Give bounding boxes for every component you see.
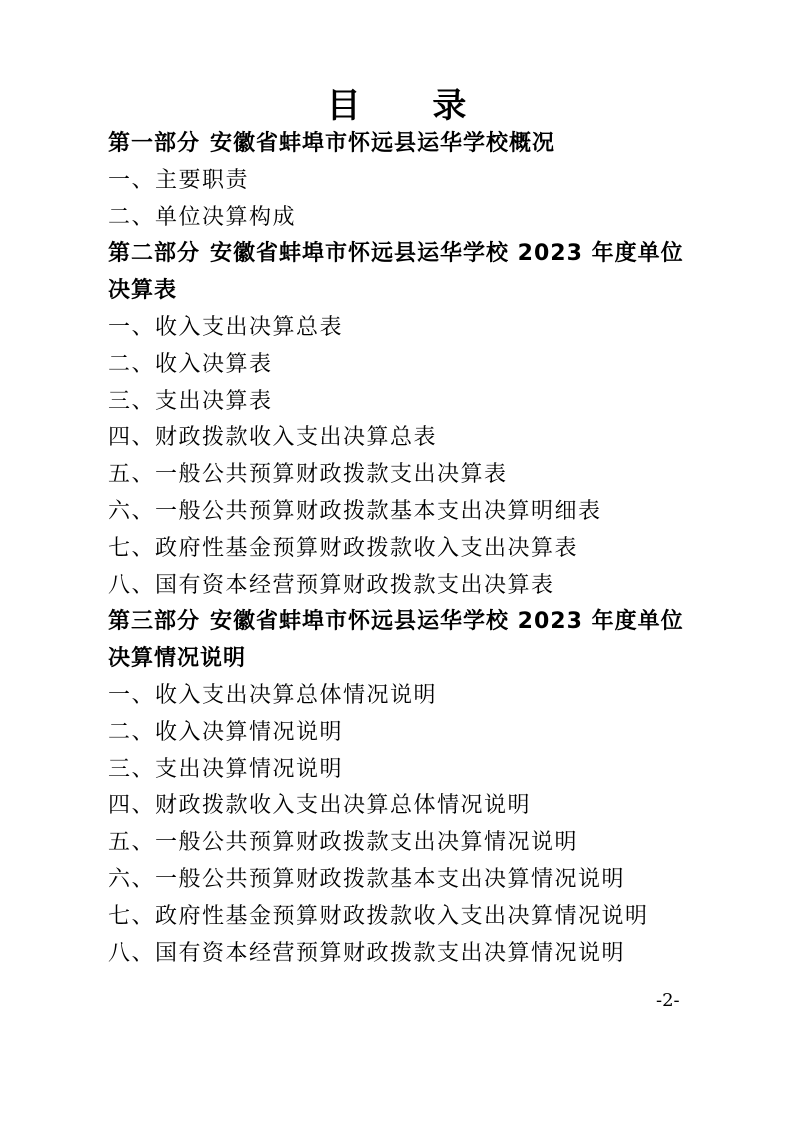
toc-item: 一、收入支出决算总体情况说明 <box>108 682 438 708</box>
part1-items <box>108 163 708 237</box>
table-of-contents <box>108 126 708 972</box>
toc-item: 二、收入决算情况说明 <box>108 719 344 745</box>
part1-title: 安徽省蚌埠市怀远县运华学校概况 <box>210 131 556 156</box>
toc-item: 七、政府性基金预算财政拨款收入支出决算表 <box>108 535 579 561</box>
toc-item: 六、一般公共预算财政拨款基本支出决算情况说明 <box>108 866 626 892</box>
toc-item: 五、一般公共预算财政拨款支出决算情况说明 <box>108 830 579 856</box>
part3-heading <box>108 604 708 641</box>
toc-item: 七、政府性基金预算财政拨款收入支出决算情况说明 <box>108 903 649 929</box>
toc-item: 五、一般公共预算财政拨款支出决算表 <box>108 462 508 488</box>
toc-item: 八、国有资本经营预算财政拨款支出决算表 <box>108 572 555 598</box>
toc-item: 三、支出决算表 <box>108 388 273 414</box>
part2-label: 第二部分 <box>108 241 201 267</box>
part1-label: 第一部分 <box>108 131 201 156</box>
part2-heading-cont: 决算表 <box>108 278 178 304</box>
part3-label: 第三部分 <box>108 609 201 635</box>
toc-item: 二、收入决算表 <box>108 351 273 377</box>
part3-title: 安徽省蚌埠市怀远县运华学校 2023 年度单位 <box>210 609 684 635</box>
part2-items <box>108 310 708 604</box>
part3-heading-cont: 决算情况说明 <box>108 646 247 672</box>
toc-item: 三、支出决算情况说明 <box>108 756 344 782</box>
toc-item: 八、国有资本经营预算财政拨款支出决算情况说明 <box>108 940 626 966</box>
part1-heading <box>108 126 708 163</box>
page-title: 目 录 <box>326 86 497 126</box>
part2-title: 安徽省蚌埠市怀远县运华学校 2023 年度单位 <box>210 241 684 267</box>
page-number: -2- <box>656 990 680 1011</box>
toc-item: 二、单位决算构成 <box>108 204 297 230</box>
part2-heading <box>108 236 708 273</box>
toc-item: 四、财政拨款收入支出决算总体情况说明 <box>108 793 532 819</box>
toc-item: 一、主要职责 <box>108 167 250 193</box>
toc-item: 六、一般公共预算财政拨款基本支出决算明细表 <box>108 498 602 524</box>
toc-item: 四、财政拨款收入支出决算总表 <box>108 425 438 451</box>
part3-items <box>108 678 708 972</box>
toc-item: 一、收入支出决算总表 <box>108 314 344 340</box>
